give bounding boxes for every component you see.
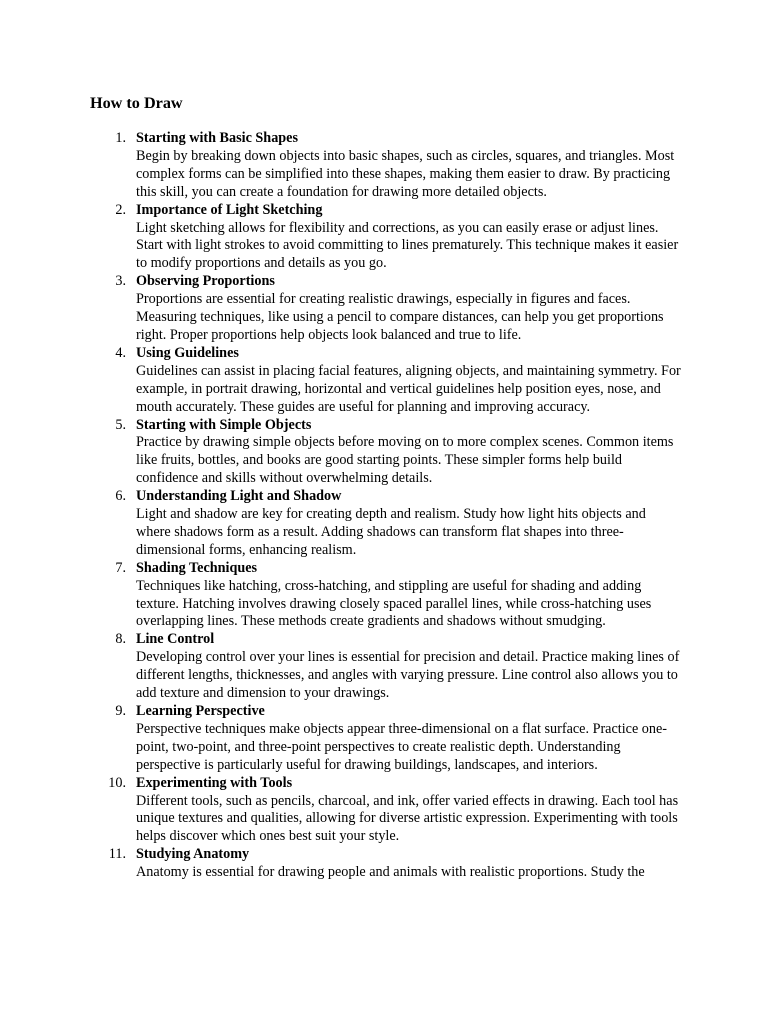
list-item-text: Perspective techniques make objects appear three-dimensional on a flat surface. Practice one-point, two-point, and three-point perspectives to create realistic depth. Understanding perspective is particularly useful for drawing buildings, landscapes, and interiors. [136,720,668,773]
list-item-text: Light sketching allows for flexibility and corrections, as you can easily erase or adjust lines. Start with light strokes to avoid committing to lines prematurely. This technique makes it easier to modify proportions and details as you go. [136,219,679,272]
list-item-number: 10. [108,774,126,791]
list-item [0,703,681,775]
list-item-number: 4. [115,344,126,361]
list-item-heading: Learning Perspective [136,703,265,719]
list-item-number: 3. [115,273,126,290]
numbered-list [0,130,768,882]
list-item-text: Practice by drawing simple objects before moving on to more complex scenes. Common items like fruits, bottles, and books are good starting points. These simpler forms help build confidence and skills without overwhelming details. [136,434,674,487]
list-item-text: Light and shadow are key for creating depth and realism. Study how light hits objects and where shadows form as a result. Adding shadows can transform flat shapes into three-dimensional forms, enhancing realism. [136,506,646,558]
list-item-text: Begin by breaking down objects into basic shapes, such as circles, squares, and triangles. Most complex forms can be simplified into these shapes, making them easier to draw. By practicing this skill, you can create a foundation for drawing more detailed objects. [136,147,675,200]
list-item-number: 2. [115,201,126,218]
list-item [0,417,681,489]
list-item-text: Anatomy is essential for drawing people and animals with realistic proportions. Study the [136,864,645,881]
list-item-heading: Starting with Simple Objects [136,416,312,433]
list-item-text: Guidelines can assist in placing facial features, aligning objects, and maintaining symmetry. For example, in portrait drawing, horizontal and vertical guidelines help position eyes, nose, and mouth accurately. These guides are useful for planning and improving accuracy. [136,362,681,415]
list-item [0,775,681,847]
list-item-text: Techniques like hatching, cross-hatching, and stippling are useful for shading and adding texture. Hatching involves drawing closely spaced parallel lines, while cross-hatching uses overlapping lines. These methods create gradients and shadows without smudging. [136,577,652,630]
list-item-number: 5. [115,416,126,433]
list-item [0,202,681,274]
list-item-text: Different tools, such as pencils, charcoal, and ink, offer varied effects in drawing. Each tool has unique textures and qualities, allowing for diverse artistic expression. Experimenting with tools helps discover which ones best suit your style. [136,792,679,845]
list-item [0,345,681,417]
list-item [0,488,681,560]
list-item-heading: Starting with Basic Shapes [136,130,298,146]
list-item-heading: Importance of Light Sketching [136,201,323,218]
list-item [0,631,681,703]
list-item-heading: Experimenting with Tools [136,774,293,791]
list-item [0,273,681,345]
list-item-heading: Shading Techniques [136,559,258,576]
list-item [0,560,681,632]
list-item-number: 6. [115,488,126,505]
list-item-heading: Observing Proportions [136,273,275,290]
list-item [0,130,681,202]
list-item-heading: Studying Anatomy [136,846,250,863]
list-item-number: 8. [115,631,126,648]
list-item-heading: Using Guidelines [136,344,239,361]
document-title: How to Draw [90,94,183,112]
list-item-number: 11. [108,846,126,863]
list-item-text: Developing control over your lines is essential for precision and detail. Practice making lines of different lengths, thicknesses, and angles with varying pressure. Line control also allows you to add texture and dimension to your drawings. [136,649,680,702]
list-item-number: 1. [115,130,126,146]
list-item [0,846,681,882]
list-item-heading: Understanding Light and Shadow [136,488,342,505]
list-item-number: 9. [115,703,126,719]
list-item-heading: Line Control [136,631,215,648]
list-item-number: 7. [115,559,126,576]
list-item-text: Proportions are essential for creating realistic drawings, especially in figures and faces. Measuring techniques, like using a pencil to compare distances, can help you get proportions right. Proper proportions help objects look balanced and true to life. [136,291,664,343]
